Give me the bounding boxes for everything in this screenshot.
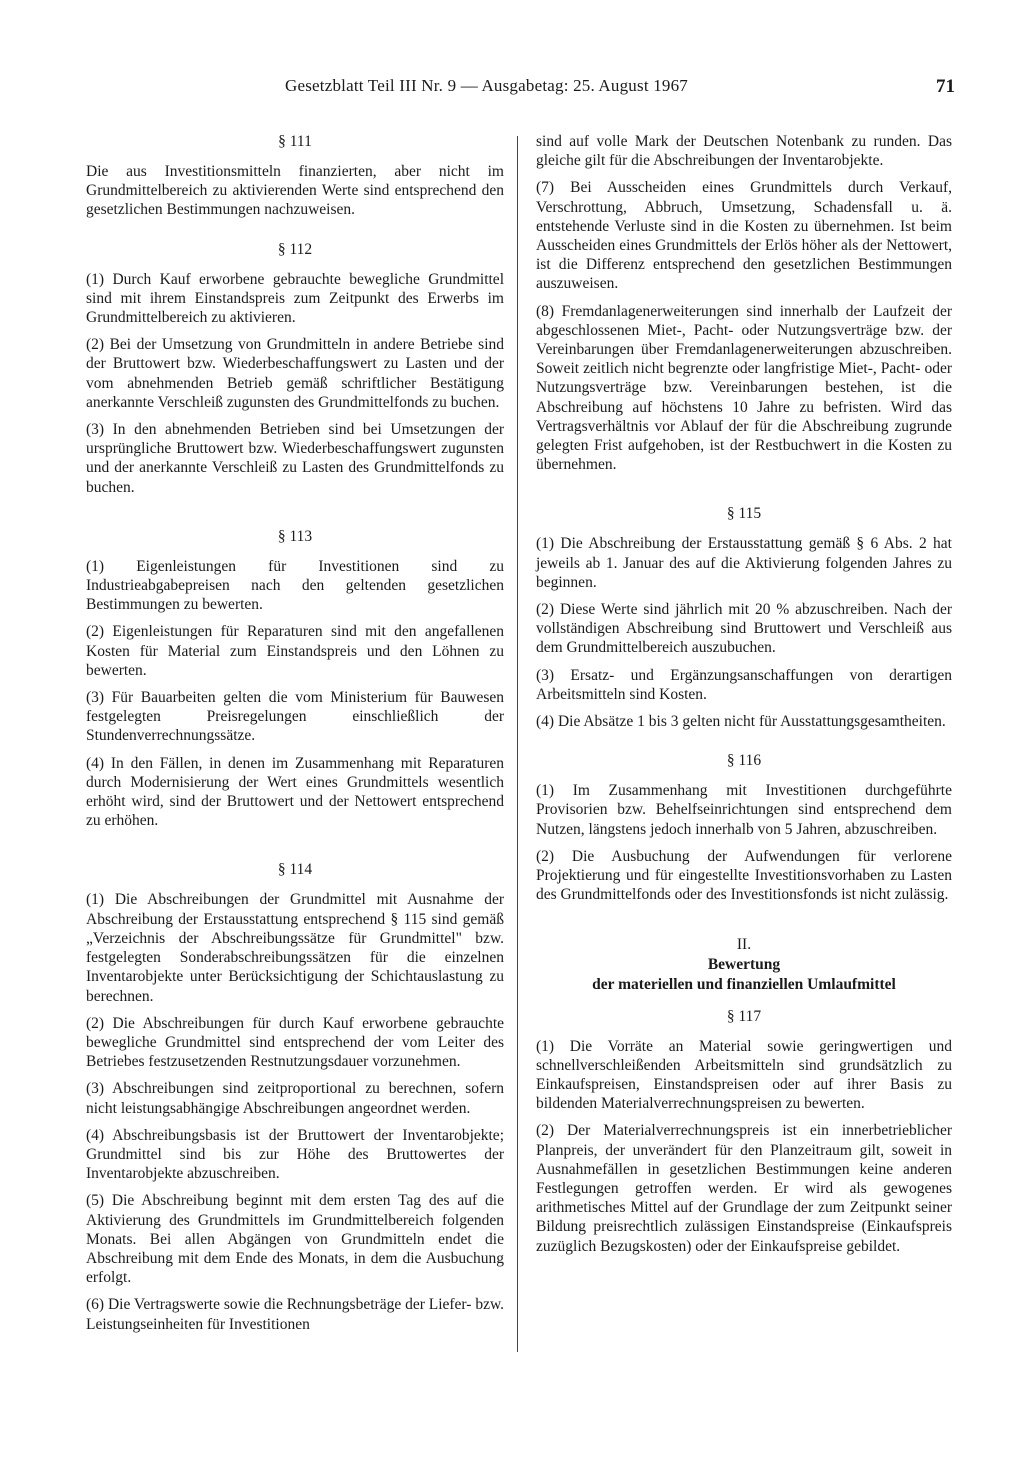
section-heading-117: § 117 (726, 1007, 762, 1025)
paragraph: sind auf volle Mark der Deutschen Notenbank zu runden. Das gleiche gilt für die Abschreibungen der Inventarobjekte. (536, 133, 952, 170)
paragraph: (6) Die Vertragswerte sowie die Rechnungsbeträge der Liefer- bzw. Leistungseinheiten für Investitionen (86, 1296, 505, 1333)
section-heading-111: § 111 (278, 133, 312, 150)
section-heading-113: § 113 (277, 527, 313, 545)
paragraph: (4) Abschreibungsbasis ist der Bruttowert der Inventarobjekte; Grundmittel sind bis zur Höhe des Bruttowertes der Inventarobjekte abzuschreiben. (86, 1126, 504, 1183)
part-title-line2: der materiellen und finanziellen Umlaufmittel (592, 975, 896, 993)
section-heading-112: § 112 (277, 240, 313, 258)
gazette-title: Gesetzblatt Teil III Nr. 9 — Ausgabetag: 25. August 1967 (285, 76, 688, 95)
paragraph: Die aus Investitionsmitteln finanzierten, aber nicht im Grundmittelbereich zu aktivierenden Werte sind entsprechend den gesetzlichen Bestimmungen nachzuweisen. (86, 163, 504, 219)
paragraph: (1) Im Zusammenhang mit Investitionen durchgeführte Provisorien bzw. Behelfseinrichtungen sind entsprechend dem Nutzen, längstens jedoch innerhalb von 5 Jahren, abzuschreiben. (536, 782, 952, 838)
paragraph: (2) Eigenleistungen für Reparaturen sind mit den angefallenen Kosten für Material zum Einstandspreis und den Löhnen zu bewerten. (86, 623, 504, 679)
paragraph: (3) In den abnehmenden Betrieben sind bei Umsetzungen der ursprüngliche Bruttowert bzw. Wiederbeschaffungswert zugunsten und der anerkannte Verschleiß zu Lasten des Grundmittelfonds zu buchen. (86, 421, 504, 496)
paragraph: (1) Die Abschreibungen der Grundmittel mit Ausnahme der Abschreibung der Erstausstattung entsprechend § 115 sind gemäß „Verzeichnis der Abschreibungssätze für Grundmittel" bzw. festgelegten Sonderabschreibungssätzen für die einzelnen Inventarobjekte unter Berücksichtigung der Schichtauslastung zu berechnen. (86, 891, 504, 1005)
paragraph: (1) Eigenleistungen für Investitionen sind zu Industrieabgabepreisen nach den geltenden gesetzlichen Bestimmungen zu bewerten. (86, 557, 504, 614)
paragraph: (1) Die Vorräte an Material sowie geringwertigen und schnellverschleißenden Arbeitsmitteln sind grundsätzlich zu Einkaufspreisen, Einstandspreisen oder auf ihrer Basis zu bildenden Materialverrechnungspreisen zu bewerten. (536, 1037, 952, 1113)
section-heading-116: § 116 (726, 752, 762, 770)
paragraph: (2) Bei der Umsetzung von Grundmitteln in andere Betriebe sind der Bruttowert bzw. Wiederbeschaffungswert zu Lasten und der vom abnehmenden Betrieb gemäß schriftlicher Bestätigung anerkannte Verschleiß zugunsten des Grundmittelfonds zu buchen. (86, 336, 504, 411)
paragraph: (2) Die Abschreibungen für durch Kauf erworbene gebrauchte bewegliche Grundmittel sind entsprechend der vom Leiter des Betriebes festzusetzenden Restnutzungsdauer vorzunehmen. (86, 1014, 504, 1071)
part-title-line1: Bewertung (707, 955, 781, 973)
paragraph: (2) Der Materialverrechnungspreis ist ein innerbetrieblicher Planpreis, der unverändert für den Planzeitraum gilt, soweit in Ausnahmefällen in gesetzlichen Bestimmungen keine anderen Festlegungen getroffen werden. Er wird als gewogenes arithmetisches Mittel auf der Grundlage der zum Zeitpunkt seiner Bildung preisrechtlich zulässigen Einstandspreise (Einkaufspreis zuzüglich Bezugskosten) oder der Einkaufspreise gebildet. (536, 1122, 952, 1255)
paragraph: (4) In den Fällen, in denen im Zusammenhang mit Reparaturen durch Modernisierung der Wert eines Grundmittels wesentlich erhöht wird, sind der Bruttowert und der Nettowert entsprechend zu erhöhen. (86, 754, 504, 830)
page-number: 71 (936, 76, 955, 97)
section-heading-114: § 114 (277, 861, 313, 879)
left-column (86, 132, 504, 1342)
right-column (536, 132, 952, 1264)
paragraph: (8) Fremdanlagenerweiterungen sind innerhalb der Laufzeit der abgeschlossenen Miet-, Pacht- oder Nutzungsverträge bzw. der Vereinbarungen über Fremdanlagenerweiterungen abzuschreiben. Soweit zeitlich nicht begrenzte oder langfristige Miet-, Pacht- oder Nutzungsverträge bzw. Vereinbarungen bestehen, ist die Abschreibung auf höchstens 10 Jahre zu befristen. Wird das Vertragsverhältnis vor Ablauf der für die Abschreibung zugrunde gelegten Frist aufgehoben, ist der Restbuchwert in die Kosten zu übernehmen. (536, 302, 952, 474)
paragraph: (1) Die Abschreibung der Erstausstattung gemäß § 6 Abs. 2 hat jeweils ab 1. Januar des auf die Aktivierung folgenden Jahres zu beginnen. (536, 535, 952, 591)
section-heading-115: § 115 (726, 505, 762, 523)
paragraph: (2) Die Ausbuchung der Aufwendungen für verlorene Projektierung und für eingestellte Investitionsvorhaben zu Lasten des Grundmittelfonds oder des Investitionsfonds ist nicht zulässig. (536, 847, 952, 904)
page-header (285, 76, 965, 106)
paragraph: (3) Abschreibungen sind zeitproportional zu berechnen, sofern nicht leistungsabhängige Abschreibungen angeordnet werden. (86, 1080, 504, 1117)
paragraph: (7) Bei Ausscheiden eines Grundmittels durch Verkauf, Verschrottung, Abbruch, Umsetzung, Schadensfall u. ä. entstehende Verluste sind in die Kosten zu übernehmen. Ist beim Ausscheiden eines Grundmittels der Erlös höher als der Nettowert, ist die Differenz entsprechend den gesetzlichen Bestimmungen auszuweisen. (536, 179, 952, 293)
paragraph: (3) Ersatz- und Ergänzungsanschaffungen von derartigen Arbeitsmitteln sind Kosten. (536, 666, 952, 703)
column-divider (517, 136, 518, 1352)
part-number: II. (736, 935, 752, 953)
paragraph: (3) Für Bauarbeiten gelten die vom Ministerium für Bauwesen festgelegten Preisregelungen einschließlich der Stundenverrechnungssätze. (86, 689, 504, 745)
paragraph: (4) Die Absätze 1 bis 3 gelten nicht für Ausstattungsgesamtheiten. (536, 713, 946, 731)
paragraph: (5) Die Abschreibung beginnt mit dem ersten Tag des auf die Aktivierung des Grundmittels im Grundmittelbereich folgenden Monats. Bei allen Abgängen von Grundmitteln endet die Abschreibung mit dem Ende des Monats, in dem die Ausbuchung erfolgt. (86, 1192, 504, 1287)
paragraph: (1) Durch Kauf erworbene gebrauchte bewegliche Grundmittel sind mit ihrem Einstandspreis zum Zeitpunkt des Erwerbs im Grundmittelbereich zu aktivieren. (86, 270, 504, 327)
paragraph: (2) Diese Werte sind jährlich mit 20 % abzuschreiben. Nach der vollständigen Abschreibung sind Bruttowert und Verschleiß aus dem Grundmittelbereich auszubuchen. (536, 601, 952, 657)
